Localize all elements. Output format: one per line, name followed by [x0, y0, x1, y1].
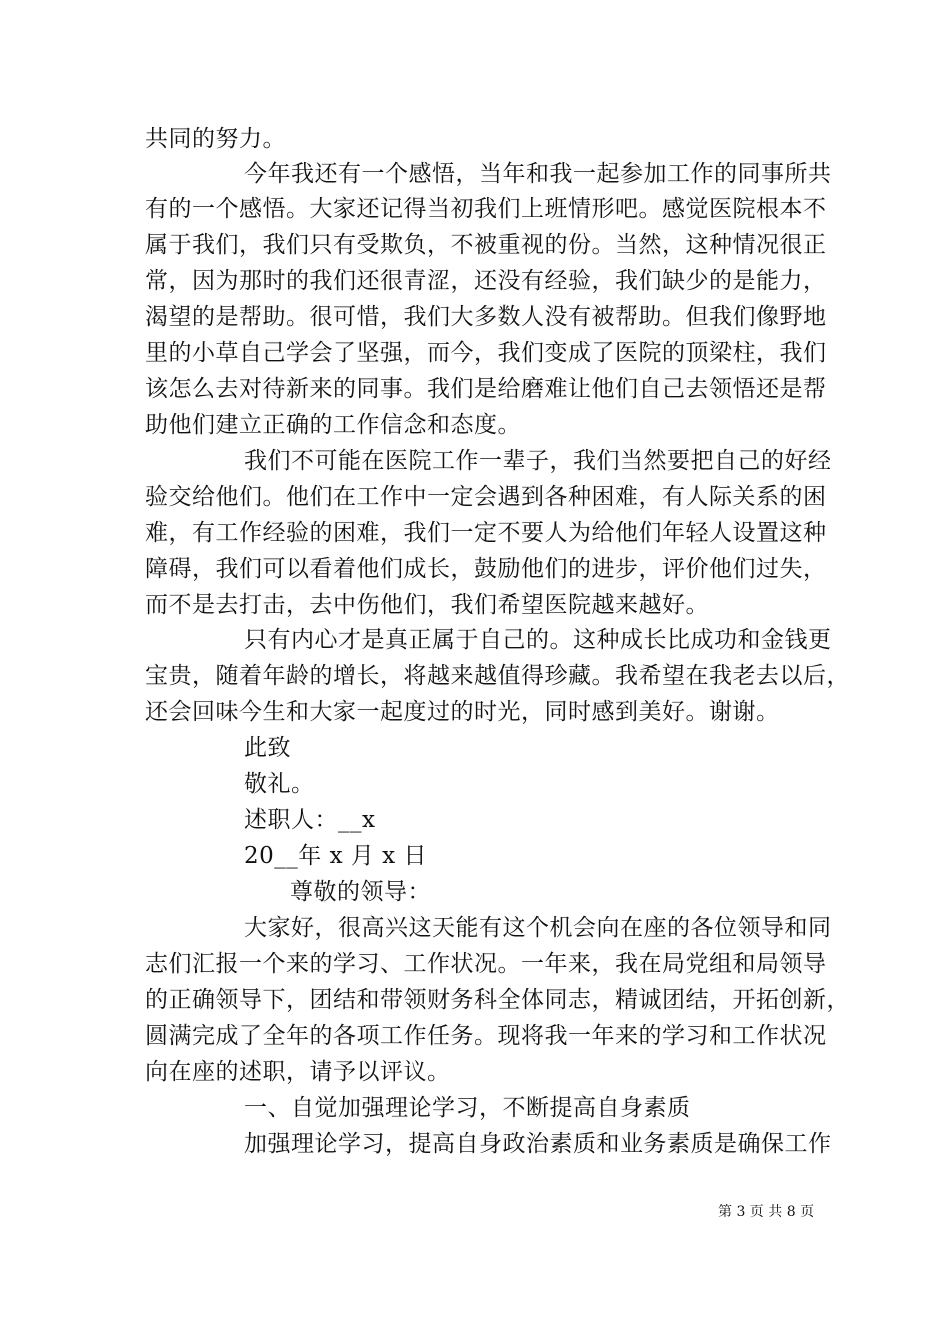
- text-line: 还会回味今生和大家一起度过的时光，同时感到美好。谢谢。: [145, 699, 780, 725]
- paragraph-start-line: 大家好，很高兴这天能有这个机会向在座的各位领导和同: [244, 915, 832, 941]
- text-line: 志们汇报一个来的学习、工作状况。一年来，我在局党组和局领导: [145, 951, 827, 977]
- text-line: 难，有工作经验的困难，我们一定不要人为给他们年轻人设置这种: [145, 520, 827, 546]
- signature-line: 述职人：__x: [244, 807, 376, 833]
- text-line: 助他们建立正确的工作信念和态度。: [145, 412, 521, 438]
- salutation-line: 尊敬的领导：: [290, 879, 431, 905]
- paragraph-start-line: 今年我还有一个感悟，当年和我一起参加工作的同事所共: [244, 161, 832, 187]
- text-line: 渴望的是帮助。很可惜，我们大多数人没有被帮助。但我们像野地: [145, 304, 827, 330]
- section-heading: 一、自觉加强理论学习，不断提高自身素质: [244, 1095, 691, 1121]
- text-line: 宝贵，随着年龄的增长，将越来越值得珍藏。我希望在我老去以后，: [145, 663, 850, 689]
- paragraph-start-line: 我们不可能在医院工作一辈子，我们当然要把自己的好经: [244, 448, 832, 474]
- paragraph-start-line: 只有内心才是真正属于自己的。这种成长比成功和金钱更: [244, 627, 832, 653]
- text-line: 障碍，我们可以看着他们成长，鼓励他们的进步，评价他们过失，: [145, 556, 827, 582]
- text-line: 向在座的述职，请予以评议。: [145, 1059, 451, 1085]
- date-line: 20__年 x 月 x 日: [244, 843, 427, 869]
- text-line: 属于我们，我们只有受欺负，不被重视的份。当然，这种情况很正: [145, 232, 827, 258]
- page-number-footer: 第 3 页 共 8 页: [718, 1204, 815, 1220]
- text-line: 常，因为那时的我们还很青涩，还没有经验，我们缺少的是能力，: [145, 268, 827, 294]
- text-line: 里的小草自己学会了坚强，而今，我们变成了医院的顶梁柱，我们: [145, 340, 827, 366]
- text-line: 共同的努力。: [145, 126, 286, 152]
- text-line: 验交给他们。他们在工作中一定会遇到各种困难，有人际关系的困: [145, 484, 827, 510]
- paragraph-start-line: 加强理论学习，提高自身政治素质和业务素质是确保工作: [244, 1131, 832, 1157]
- closing-line: 敬礼。: [244, 771, 315, 797]
- text-line: 该怎么去对待新来的同事。我们是给磨难让他们自己去领悟还是帮: [145, 376, 827, 402]
- closing-line: 此致: [244, 735, 291, 761]
- text-line: 而不是去打击，去中伤他们，我们希望医院越来越好。: [145, 592, 709, 618]
- text-line: 的正确领导下，团结和带领财务科全体同志，精诚团结，开拓创新，: [145, 987, 850, 1013]
- text-line: 圆满完成了全年的各项工作任务。现将我一年来的学习和工作状况: [145, 1023, 827, 1049]
- text-line: 有的一个感悟。大家还记得当初我们上班情形吧。感觉医院根本不: [145, 196, 827, 222]
